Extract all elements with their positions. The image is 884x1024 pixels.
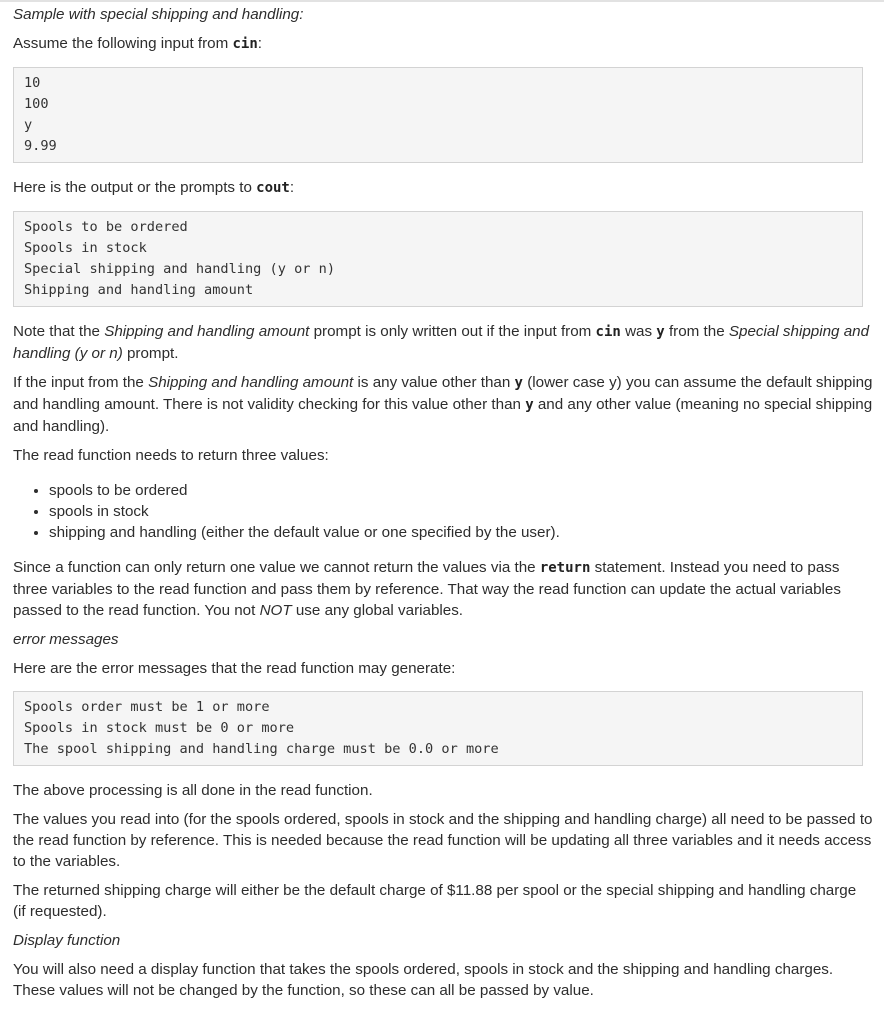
document-body bbox=[13, 4, 873, 1001]
values-read-paragraph: The values you read into (for the spools ordered, spools in stock and the shipping and handling charge) all need to be passed to the read function by reference. This is needed because the read function will be updating all three variables and it needs access to the variables. bbox=[13, 811, 873, 870]
since-paragraph: Since a function can only return one value we cannot return the values via the return statement. Instead you need to pass three variables to the read function and pass them by reference. That way the read function can update the actual variables passed to the read function. You not NOT use any global variables. bbox=[13, 559, 841, 619]
if-input-paragraph: If the input from the Shipping and handling amount is any value other than y (lower case y) you can assume the default shipping and handling amount. There is not validity checking for this value other than y and any other value (meaning no special shipping and handling). bbox=[13, 374, 873, 435]
code-line: Shipping and handling amount bbox=[24, 282, 254, 298]
error-code-block bbox=[13, 691, 863, 766]
returned-charge-paragraph: The returned shipping charge will either be the default charge of $11.88 per spool or the special shipping and handling charge (if requested). bbox=[13, 882, 857, 920]
code-line: Spools in stock bbox=[24, 240, 147, 256]
note-paragraph: Note that the Shipping and handling amount prompt is only written out if the input from cin was y from the Special shipping and handling (y or n) prompt. bbox=[13, 323, 870, 362]
display-heading: Display function bbox=[13, 932, 121, 949]
above-paragraph: The above processing is all done in the read function. bbox=[13, 782, 373, 799]
error-intro: Here are the error messages that the read function may generate: bbox=[13, 660, 456, 677]
code-line: Special shipping and handling (y or n) bbox=[24, 261, 335, 277]
return-values-list bbox=[13, 480, 873, 543]
code-line: 9.99 bbox=[24, 138, 57, 154]
code-line: 100 bbox=[24, 96, 49, 112]
code-line: 10 bbox=[24, 75, 41, 91]
input-intro: Assume the following input from cin: bbox=[13, 35, 263, 52]
read-returns-paragraph: The read function needs to return three values: bbox=[13, 447, 329, 464]
output-intro: Here is the output or the prompts to cout: bbox=[13, 179, 295, 196]
code-line: Spools to be ordered bbox=[24, 219, 188, 235]
top-divider bbox=[0, 0, 884, 2]
input-code-block bbox=[13, 67, 863, 163]
sample-heading: Sample with special shipping and handling: bbox=[13, 6, 304, 23]
output-code-block bbox=[13, 211, 863, 307]
code-line: Spools in stock must be 0 or more bbox=[24, 720, 295, 736]
list-item: • spools in stock bbox=[49, 501, 873, 522]
error-heading: error messages bbox=[13, 631, 119, 648]
list-item: • spools to be ordered bbox=[49, 480, 873, 501]
code-line: The spool shipping and handling charge must be 0.0 or more bbox=[24, 741, 499, 757]
list-item: • shipping and handling (either the default value or one specified by the user). bbox=[49, 522, 873, 543]
display-paragraph: You will also need a display function that takes the spools ordered, spools in stock and the shipping and handling charges. These values will not be changed by the function, so these can all be passed by value. bbox=[13, 961, 834, 999]
code-line: Spools order must be 1 or more bbox=[24, 699, 270, 715]
code-line: y bbox=[24, 117, 33, 133]
